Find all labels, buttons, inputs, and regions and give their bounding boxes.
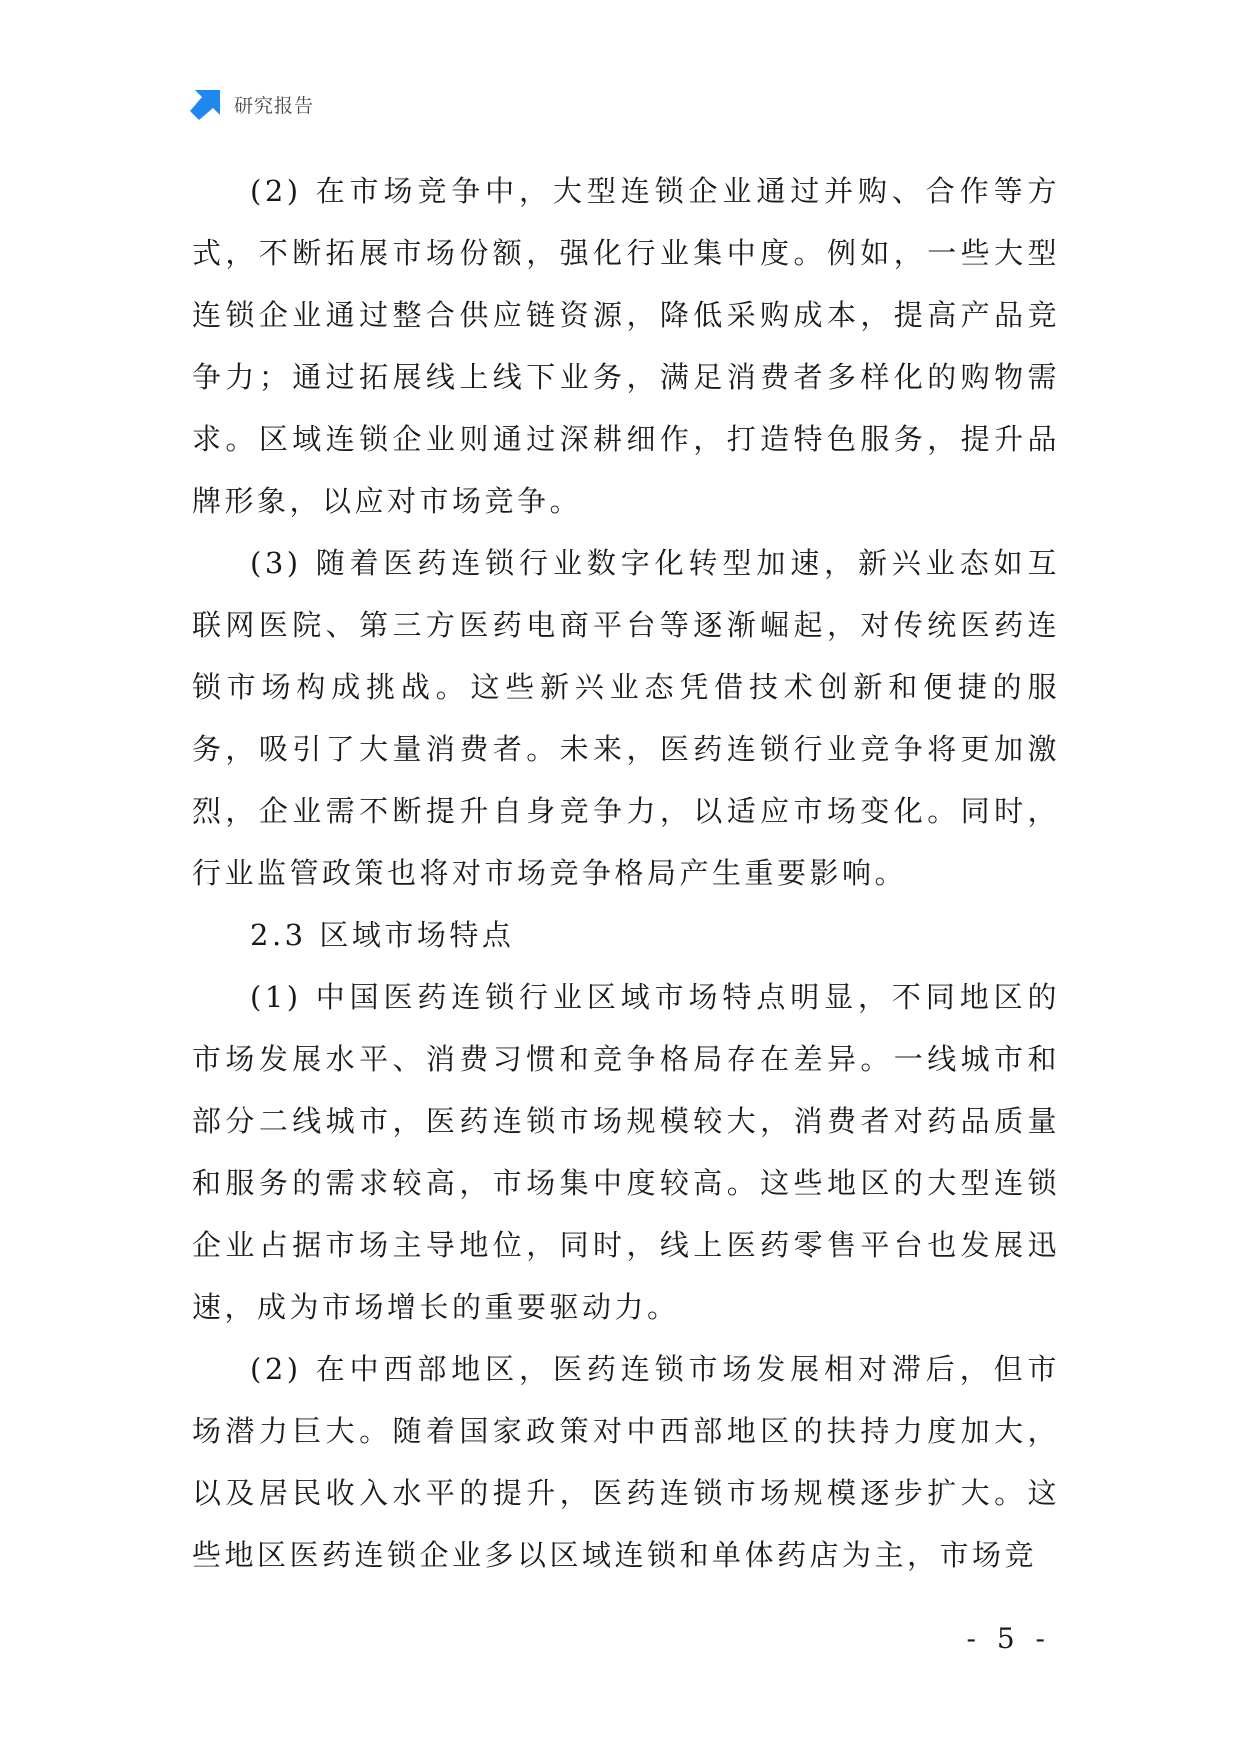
report-header [190,86,314,122]
paragraph-2: (3) 随着医药连锁行业数字化转型加速，新兴业态如互联网医院、第三方医药电商平台等逐渐崛起，对传统医药连锁市场构成挑战。这些新兴业态凭借技术创新和便捷的服务，吸引了大量消费者。未来，医药连锁行业竞争将更加激烈，企业需不断提升自身竞争力，以适应市场变化。同时，行业监管政策也将对市场竞争格局产生重要影响。 [192,546,1060,890]
header-label: 研究报告 [234,94,315,117]
document-body [192,160,1060,1586]
arrow-up-right-icon [190,88,222,120]
paragraph-3: (1) 中国医药连锁行业区域市场特点明显，不同地区的市场发展水平、消费习惯和竞争格局存在差异。一线城市和部分二线城市，医药连锁市场规模较大，消费者对药品质量和服务的需求较高，市场集中度较高。这些地区的大型连锁企业占据市场主导地位，同时，线上医药零售平台也发展迅速，成为市场增长的重要驱动力。 [192,980,1060,1324]
section-heading: 2.3 区域市场特点 [250,918,515,952]
paragraph-1: (2) 在市场竞争中，大型连锁企业通过并购、合作等方式，不断拓展市场份额，强化行业集中度。例如，一些大型连锁企业通过整合供应链资源，降低采购成本，提高产品竞争力；通过拓展线上线下业务，满足消费者多样化的购物需求。区域连锁企业则通过深耕细作，打造特色服务，提升品牌形象，以应对市场竞争。 [192,174,1060,518]
paragraph-4: (2) 在中西部地区，医药连锁市场发展相对滞后，但市场潜力巨大。随着国家政策对中西部地区的扶持力度加大，以及居民收入水平的提升，医药连锁市场规模逐步扩大。这些地区医药连锁企业多以区域连锁和单体药店为主，市场竞 [192,1352,1060,1572]
page-number: - 5 - [966,1622,1051,1655]
